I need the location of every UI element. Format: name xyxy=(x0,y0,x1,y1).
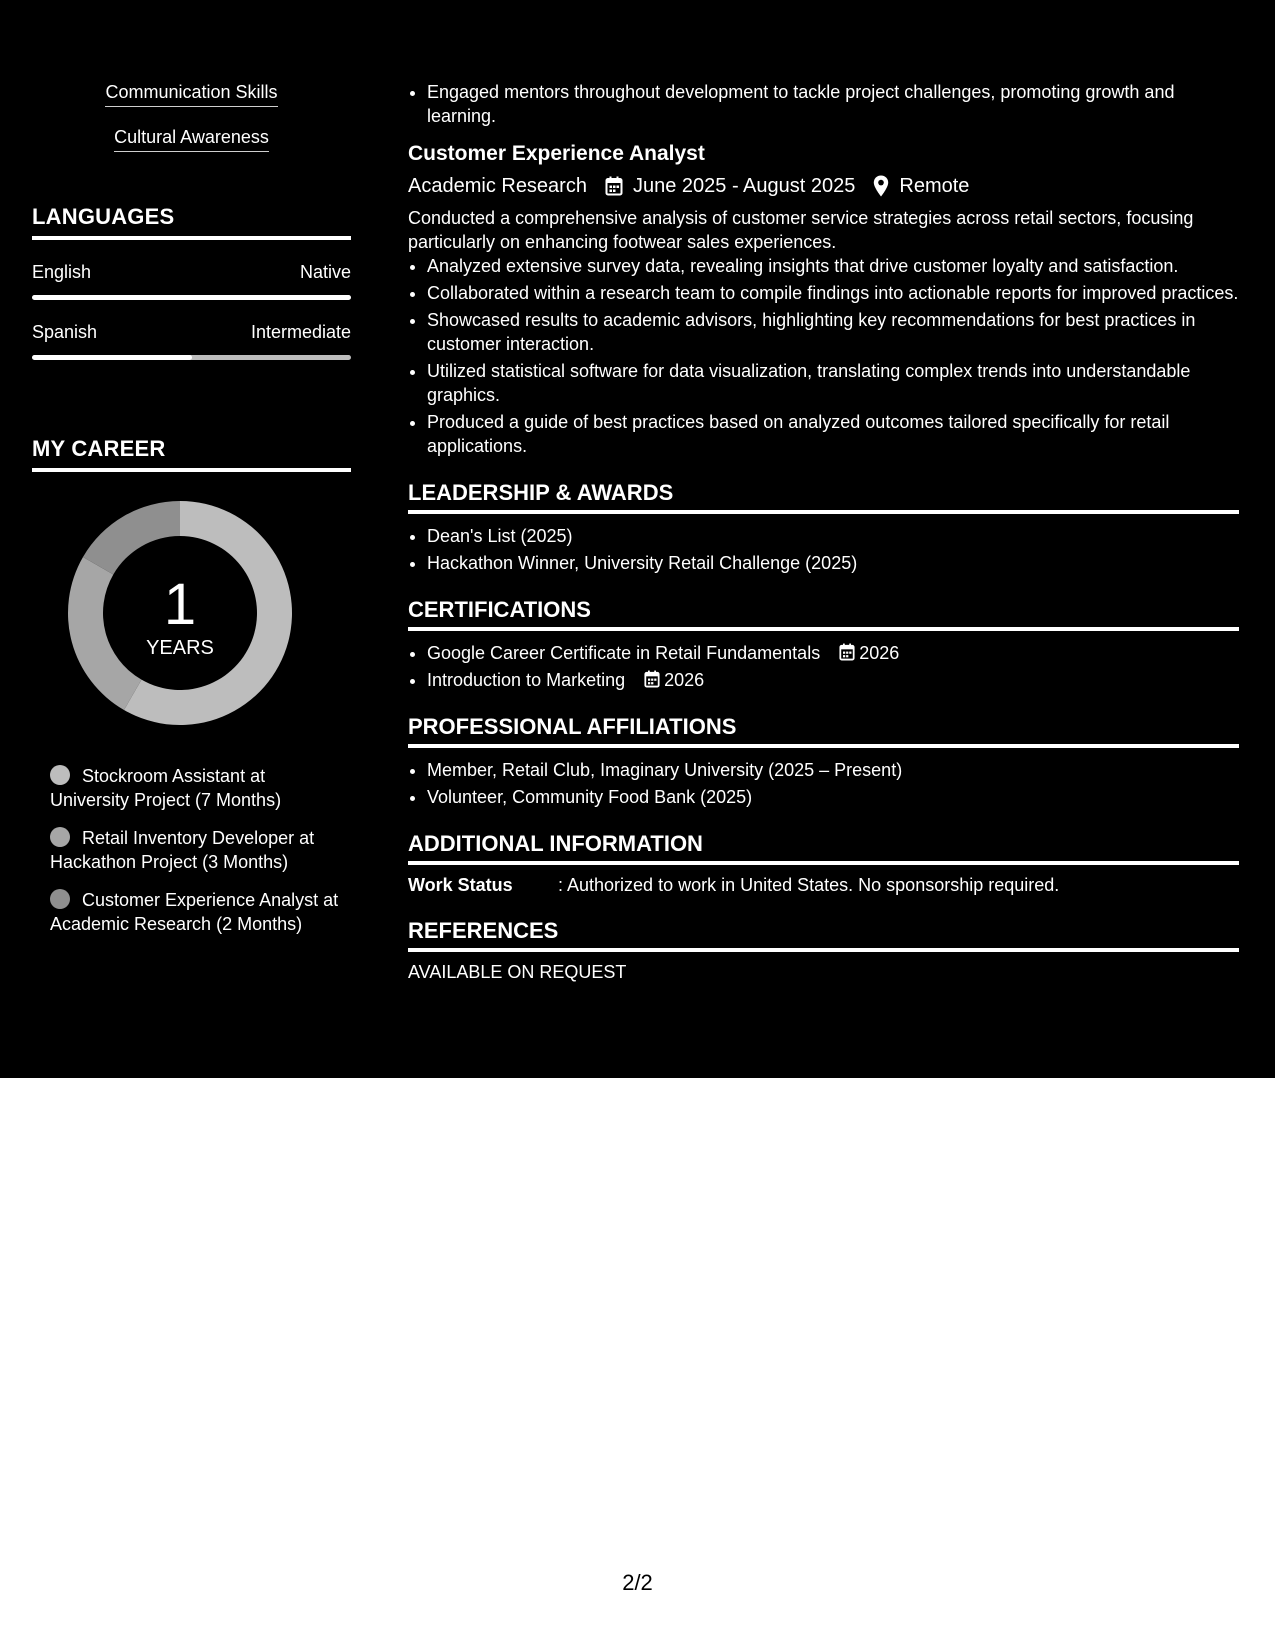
career-heading: MY CAREER xyxy=(32,436,351,472)
languages-heading: LANGUAGES xyxy=(32,204,351,240)
language-level: Native xyxy=(299,262,351,282)
calendar-icon xyxy=(605,176,623,196)
career-legend-label: Customer Experience Analyst at Academic Research (2 Months) xyxy=(50,890,339,934)
language-proficiency-fill xyxy=(32,295,351,300)
donut-segment-1 xyxy=(68,557,142,710)
skill-item: Cultural Awareness xyxy=(114,125,269,152)
leadership-heading: LEADERSHIP & AWARDS xyxy=(408,480,1239,514)
list-item: • Collaborated within a research team to compile findings into actionable reports for improved practices. xyxy=(427,281,1239,305)
certification-item xyxy=(427,641,1239,665)
affiliations-heading: PROFESSIONAL AFFILIATIONS xyxy=(408,714,1239,748)
certifications-list xyxy=(408,641,1239,692)
skill-item: Communication Skills xyxy=(105,80,277,107)
list-item: • Engaged mentors throughout development to tackle project challenges, promoting growth and learning. xyxy=(427,80,1239,128)
language-name: Spanish xyxy=(32,322,98,342)
job-meta xyxy=(408,172,1239,200)
list-item: • Hackathon Winner, University Retail Challenge (2025) xyxy=(427,551,1239,575)
language-name: English xyxy=(32,262,92,282)
list-item: • Analyzed extensive survey data, revealing insights that drive customer loyalty and satisfaction. xyxy=(427,254,1239,278)
certifications-heading: CERTIFICATIONS xyxy=(408,597,1239,631)
career-legend-item xyxy=(50,888,340,936)
certification-year: 2026 xyxy=(664,670,705,690)
career-legend-item xyxy=(50,764,340,812)
career-legend xyxy=(32,764,351,936)
list-item: • Volunteer, Community Food Bank (2025) xyxy=(427,785,1239,809)
certification-name: Introduction to Marketing xyxy=(427,670,626,690)
language-proficiency-bar xyxy=(32,295,351,300)
list-item: • Produced a guide of best practices based on analyzed outcomes tailored specifically for retail applications. xyxy=(427,410,1239,458)
list-item: • Dean's List (2025) xyxy=(427,524,1239,548)
donut-segment-2 xyxy=(83,501,180,575)
intro-bullets xyxy=(408,80,1239,128)
work-status-label: Work Status xyxy=(408,875,513,895)
references-text: AVAILABLE ON REQUEST xyxy=(408,962,627,982)
page-number: 2/2 xyxy=(622,1570,653,1595)
language-proficiency-bar xyxy=(32,355,351,360)
calendar-icon xyxy=(839,643,855,661)
certification-year: 2026 xyxy=(859,643,900,663)
career-donut-chart xyxy=(32,496,351,732)
certification-name: Google Career Certificate in Retail Fundamentals xyxy=(427,643,821,663)
main-content xyxy=(408,80,1239,983)
map-pin-icon xyxy=(873,175,889,197)
list-item: • Member, Retail Club, Imaginary University (2025 – Present) xyxy=(427,758,1239,782)
job-description: Conducted a comprehensive analysis of customer service strategies across retail sectors, focusing particularly on enhancing footwear sales experiences. xyxy=(408,208,1194,252)
additional-info-heading: ADDITIONAL INFORMATION xyxy=(408,831,1239,865)
legend-dot xyxy=(50,765,70,785)
career-total-number: 1 xyxy=(163,572,197,637)
sidebar xyxy=(32,80,351,950)
job-dates: June 2025 - August 2025 xyxy=(632,175,856,197)
career-legend-label: Retail Inventory Developer at Hackathon Project (3 Months) xyxy=(50,828,315,872)
language-proficiency-fill xyxy=(32,355,192,360)
language-level: Intermediate xyxy=(250,322,351,342)
skills-list xyxy=(32,80,351,170)
certification-item xyxy=(427,668,1239,692)
language-entry xyxy=(32,262,351,300)
list-item: • Utilized statistical software for data visualization, translating complex trends into understandable graphics. xyxy=(427,359,1239,407)
career-total-unit: YEARS xyxy=(146,637,214,659)
legend-dot xyxy=(50,889,70,909)
career-legend-label: Stockroom Assistant at University Project (7 Months) xyxy=(50,766,282,810)
work-status-value: : Authorized to work in United States. No sponsorship required. xyxy=(558,875,1060,895)
language-entry xyxy=(32,322,351,360)
career-legend-item xyxy=(50,826,340,874)
job-location: Remote xyxy=(899,175,970,197)
list-item: • Showcased results to academic advisors, highlighting key recommendations for best practices in customer interaction. xyxy=(427,308,1239,356)
job-bullets xyxy=(408,254,1239,458)
job-company: Academic Research xyxy=(408,175,587,197)
job-title: Customer Experience Analyst xyxy=(408,142,705,165)
affiliations-list xyxy=(408,758,1239,809)
work-status-row xyxy=(408,875,1239,896)
calendar-icon xyxy=(644,670,660,688)
leadership-list xyxy=(408,524,1239,575)
legend-dot xyxy=(50,827,70,847)
references-heading: REFERENCES xyxy=(408,918,1239,952)
